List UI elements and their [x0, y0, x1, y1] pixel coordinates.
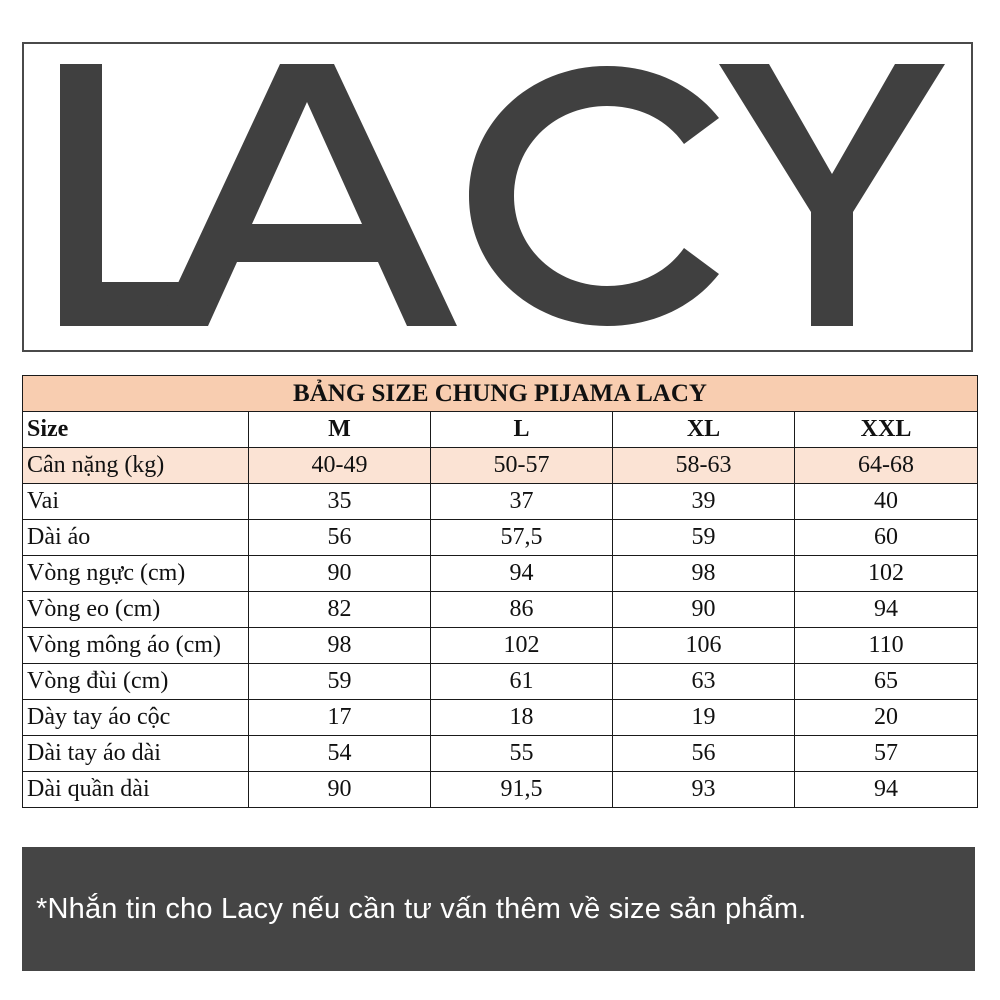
table-cell: 40-49	[249, 448, 431, 484]
header-cell: XXL	[795, 412, 978, 448]
table-cell: 98	[613, 556, 795, 592]
table-cell: 98	[249, 628, 431, 664]
table-cell: 50-57	[431, 448, 613, 484]
table-row	[23, 592, 978, 628]
table-cell: 94	[795, 592, 978, 628]
table-row	[23, 664, 978, 700]
row-label: Dài tay áo dài	[23, 736, 249, 772]
table-cell: 56	[249, 520, 431, 556]
table-cell: 59	[613, 520, 795, 556]
table-cell: 37	[431, 484, 613, 520]
table-cell: 90	[249, 772, 431, 808]
table-cell: 54	[249, 736, 431, 772]
table-cell: 64-68	[795, 448, 978, 484]
table-cell: 20	[795, 700, 978, 736]
table-cell: 57	[795, 736, 978, 772]
row-label: Dày tay áo cộc	[23, 700, 249, 736]
table-cell: 91,5	[431, 772, 613, 808]
table-row	[23, 700, 978, 736]
table-cell: 90	[613, 592, 795, 628]
table-cell: 82	[249, 592, 431, 628]
note-text: *Nhắn tin cho Lacy nếu cần tư vấn thêm về size sản phẩm.	[36, 892, 807, 925]
table-cell: 35	[249, 484, 431, 520]
table-title: BẢNG SIZE CHUNG PIJAMA LACY	[23, 376, 978, 412]
table-cell: 61	[431, 664, 613, 700]
table-cell: 102	[795, 556, 978, 592]
table-cell: 17	[249, 700, 431, 736]
table-cell: 94	[795, 772, 978, 808]
header-cell: Size	[23, 412, 249, 448]
table-cell: 56	[613, 736, 795, 772]
table-cell: 55	[431, 736, 613, 772]
table-row	[23, 628, 978, 664]
row-label: Vòng eo (cm)	[23, 592, 249, 628]
table-cell: 39	[613, 484, 795, 520]
table-cell: 57,5	[431, 520, 613, 556]
table-cell: 59	[249, 664, 431, 700]
table-cell: 18	[431, 700, 613, 736]
table-cell: 90	[249, 556, 431, 592]
row-label: Vai	[23, 484, 249, 520]
table-row	[23, 520, 978, 556]
note-banner	[22, 847, 975, 971]
table-cell: 110	[795, 628, 978, 664]
table-header-row	[23, 412, 978, 448]
table-row	[23, 484, 978, 520]
row-label: Vòng ngực (cm)	[23, 556, 249, 592]
table-cell: 94	[431, 556, 613, 592]
lacy-logo	[24, 44, 971, 350]
row-label: Dài quần dài	[23, 772, 249, 808]
table-cell: 60	[795, 520, 978, 556]
table-cell: 40	[795, 484, 978, 520]
table-cell: 106	[613, 628, 795, 664]
row-label: Vòng mông áo (cm)	[23, 628, 249, 664]
header-cell: L	[431, 412, 613, 448]
table-row	[23, 772, 978, 808]
table-cell: 102	[431, 628, 613, 664]
table-cell: 65	[795, 664, 978, 700]
table-cell: 58-63	[613, 448, 795, 484]
table-cell: 63	[613, 664, 795, 700]
size-table	[22, 375, 978, 808]
row-label: Dài áo	[23, 520, 249, 556]
row-label: Cân nặng (kg)	[23, 448, 249, 484]
brand-logo-box	[22, 42, 973, 352]
header-cell: M	[249, 412, 431, 448]
row-label: Vòng đùi (cm)	[23, 664, 249, 700]
table-cell: 86	[431, 592, 613, 628]
table-row	[23, 736, 978, 772]
header-cell: XL	[613, 412, 795, 448]
table-row	[23, 448, 978, 484]
table-row	[23, 556, 978, 592]
table-cell: 93	[613, 772, 795, 808]
table-cell: 19	[613, 700, 795, 736]
